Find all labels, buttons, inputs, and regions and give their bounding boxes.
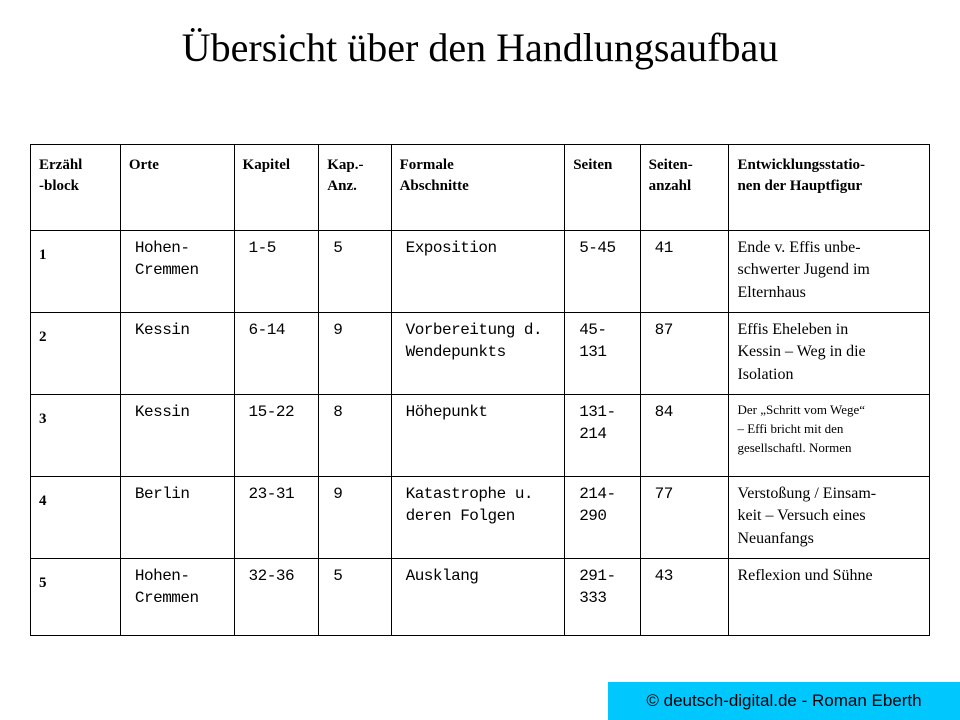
page-count-cell: 43: [640, 559, 729, 636]
cell-line: Reflexion und Sühne: [737, 567, 873, 584]
cell-line: keit – Versuch eines: [737, 507, 866, 525]
development-cell: [729, 313, 930, 395]
location-cell: [120, 395, 234, 477]
copyright-banner: © deutsch-digital.de - Roman Eberth: [608, 682, 960, 720]
cell-line: – Effi bricht mit den: [737, 420, 844, 436]
cell-line: Kap.-: [327, 157, 364, 173]
column-header: [31, 145, 121, 231]
chapter-count-cell: 9: [319, 477, 391, 559]
cell-line: Cremmen: [134, 589, 199, 608]
cell-line: 333: [579, 589, 607, 608]
table-row: [31, 395, 930, 477]
cell-line: nen der Hauptfigur: [737, 178, 863, 194]
table-row: [31, 559, 930, 636]
page-count-cell: 84: [640, 395, 729, 477]
column-header: [319, 145, 391, 231]
column-header: [729, 145, 930, 231]
cell-line: Kapitel: [242, 157, 291, 173]
cell-line: Cremmen: [134, 261, 199, 280]
cell-line: Kessin: [134, 403, 190, 421]
chapter-count-cell: 5: [319, 559, 391, 636]
table-row: [31, 313, 930, 395]
chapter-cell: 23-31: [234, 477, 319, 559]
plot-structure-table: [30, 144, 930, 636]
block-number-cell: 4: [31, 477, 121, 559]
cell-line: 214: [579, 425, 607, 444]
cell-line: Seiten-: [648, 157, 693, 173]
cell-line: Effis Eheleben in: [737, 321, 849, 338]
chapter-cell: 1-5: [234, 231, 319, 313]
chapter-cell: 6-14: [234, 313, 319, 395]
section-cell: [391, 231, 565, 313]
cell-line: Neuanfangs: [737, 529, 814, 547]
cell-line: Katastrophe u.: [405, 485, 534, 503]
cell-line: Ausklang: [405, 567, 479, 585]
development-cell: [729, 559, 930, 636]
development-cell: [729, 395, 930, 477]
development-cell: [729, 477, 930, 559]
cell-line: Erzähl: [39, 157, 83, 173]
pages-cell: [565, 313, 640, 395]
column-header: [391, 145, 565, 231]
table-header-row: [31, 145, 930, 231]
chapter-cell: 32-36: [234, 559, 319, 636]
cell-line: Hohen-: [134, 239, 190, 257]
cell-line: Vorbereitung d.: [405, 321, 543, 339]
cell-line: 131: [579, 343, 607, 362]
cell-line: gesellschaftl. Normen: [737, 439, 852, 455]
cell-line: Abschnitte: [399, 178, 469, 194]
section-cell: [391, 313, 565, 395]
page-count-cell: 41: [640, 231, 729, 313]
cell-line: Elternhaus: [737, 283, 806, 301]
pages-cell: [565, 559, 640, 636]
cell-line: Wendepunkts: [405, 343, 506, 362]
column-header: [234, 145, 319, 231]
cell-line: Anz.: [327, 178, 357, 194]
cell-line: Ende v. Effis unbe-: [737, 239, 861, 256]
cell-line: anzahl: [648, 178, 692, 194]
cell-line: -block: [39, 178, 80, 194]
block-number-cell: 2: [31, 313, 121, 395]
cell-line: Kessin – Weg in die: [737, 343, 866, 361]
cell-line: 214-: [579, 485, 616, 503]
column-header: [640, 145, 729, 231]
cell-line: Berlin: [134, 485, 190, 503]
cell-line: Kessin: [134, 321, 190, 339]
location-cell: [120, 477, 234, 559]
pages-cell: [565, 395, 640, 477]
chapter-count-cell: 8: [319, 395, 391, 477]
block-number-cell: 5: [31, 559, 121, 636]
cell-line: 131-: [579, 403, 616, 421]
cell-line: Entwicklungsstatio-: [737, 157, 865, 173]
cell-line: Formale: [399, 157, 454, 173]
section-cell: [391, 395, 565, 477]
location-cell: [120, 559, 234, 636]
page-count-cell: 77: [640, 477, 729, 559]
cell-line: Isolation: [737, 365, 794, 383]
block-number-cell: 1: [31, 231, 121, 313]
cell-line: Der „Schritt vom Wege“: [737, 402, 866, 417]
cell-line: 290: [579, 507, 607, 526]
cell-line: Orte: [128, 157, 159, 173]
section-cell: [391, 559, 565, 636]
cell-line: 45-: [579, 321, 607, 339]
block-number-cell: 3: [31, 395, 121, 477]
development-cell: [729, 231, 930, 313]
page-title: Übersicht über den Handlungsaufbau: [181, 25, 779, 70]
chapter-count-cell: 5: [319, 231, 391, 313]
page-count-cell: 87: [640, 313, 729, 395]
cell-line: schwerter Jugend im: [737, 261, 870, 279]
cell-line: 5-45: [579, 239, 616, 257]
table-row: [31, 231, 930, 313]
cell-line: Hohen-: [134, 567, 190, 585]
chapter-count-cell: 9: [319, 313, 391, 395]
cell-line: deren Folgen: [405, 507, 515, 526]
section-cell: [391, 477, 565, 559]
cell-line: 291-: [579, 567, 616, 585]
chapter-cell: 15-22: [234, 395, 319, 477]
pages-cell: [565, 231, 640, 313]
location-cell: [120, 231, 234, 313]
column-header: [565, 145, 640, 231]
table-row: [31, 477, 930, 559]
cell-line: Höhepunkt: [405, 403, 488, 421]
cell-line: Seiten: [573, 157, 613, 173]
cell-line: Verstoßung / Einsam-: [737, 485, 877, 502]
location-cell: [120, 313, 234, 395]
cell-line: Exposition: [405, 239, 497, 257]
column-header: [120, 145, 234, 231]
pages-cell: [565, 477, 640, 559]
